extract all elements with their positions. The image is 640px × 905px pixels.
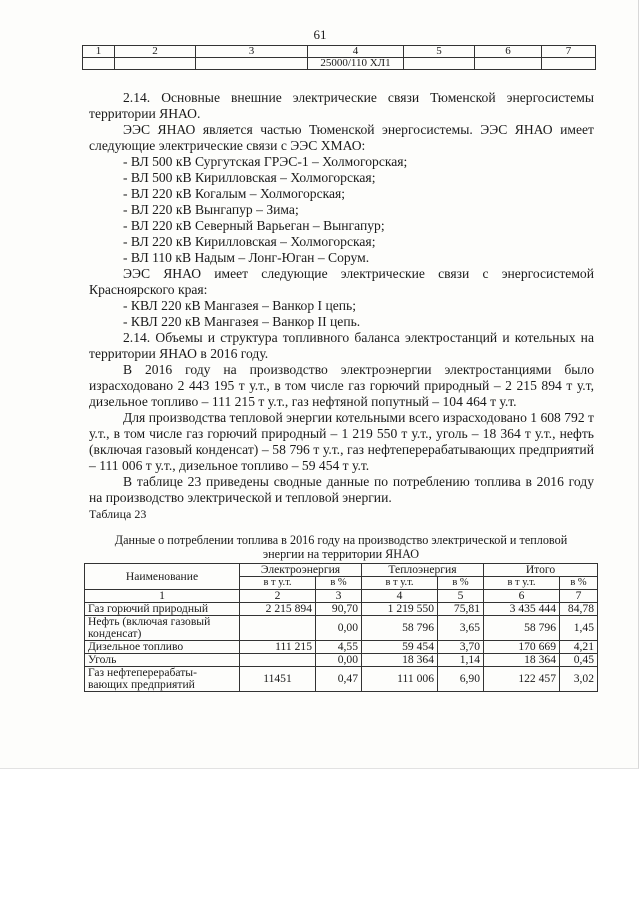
table-cell: 122 457 [484,667,560,692]
table-cell: 3 [316,590,362,603]
table-cell: 4 [362,590,438,603]
table-cell: 2 215 894 [240,603,316,616]
table-cell [83,58,115,70]
list-item: - ВЛ 220 кВ Кирилловская – Холмогорская; [123,234,376,249]
table-cell: 111 006 [362,667,438,692]
table-cell: 58 796 [484,616,560,641]
column-number-row [85,590,598,603]
unit-header: в % [316,577,362,590]
unit-header: в % [438,577,484,590]
table-cell: 111 215 [240,641,316,654]
table-cell: 18 364 [362,654,438,667]
table-cell: 75,81 [438,603,484,616]
unit-header: в т у.т. [484,577,560,590]
table-cell: 6 [475,46,542,58]
column-group-electricity: Электроэнергия [240,564,362,577]
table-cell: 1 219 550 [362,603,438,616]
table-cell: 59 454 [362,641,438,654]
table-cell: 3 [196,46,308,58]
table-cell: 3,02 [560,667,598,692]
table-cell: 4 [308,46,404,58]
row-name: Дизельное топливо [85,641,240,654]
page-number: 61 [313,27,327,42]
list-item: - ВЛ 500 кВ Сургутская ГРЭС-1 – Холмогорская; [123,154,408,169]
unit-header: в т у.т. [362,577,438,590]
table-header-row [85,564,598,577]
table-title: Данные о потреблении топлива в 2016 году на производство электрической и тепловой энергии на территории ЯНАО [114,533,568,561]
fuel-consumption-table [84,563,598,692]
table-cell [196,58,308,70]
table-cell [404,58,475,70]
row-name: Газ горючий природный [85,603,240,616]
table-cell: 1 [83,46,115,58]
section-heading: 2.14. Основные внешние электрические связи Тюменской энергосистемы территории ЯНАО. [89,90,594,121]
continued-table [82,45,596,70]
table-cell [542,58,596,70]
paragraph: ЭЭС ЯНАО имеет следующие электрические связи с энергосистемой Красноярского края: [89,266,594,297]
table-cell: 4,21 [560,641,598,654]
row-name: Уголь [85,654,240,667]
body-text [89,90,594,522]
unit-header: в т у.т. [240,577,316,590]
table-cell: 3,70 [438,641,484,654]
row-name: Нефть (включая газовый конденсат) [85,616,240,641]
table-cell: 11451 [240,667,316,692]
list-item: - ВЛ 220 кВ Когалым – Холмогорская; [123,186,346,201]
table-cell: 7 [542,46,596,58]
table-cell [240,654,316,667]
table-cell: 58 796 [362,616,438,641]
list-item: - ВЛ 220 кВ Вынгапур – Зима; [123,202,299,217]
table-row [85,641,598,654]
continued-table-header [83,46,596,58]
table-row [85,616,598,641]
list-item: - ВЛ 500 кВ Кирилловская – Холмогорская; [123,170,376,185]
paragraph: ЭЭС ЯНАО является частью Тюменской энергосистемы. ЭЭС ЯНАО имеет следующие электрические связи с ЭЭС ХМАО: [89,122,594,153]
table-cell: 4,55 [316,641,362,654]
table-cell [115,58,196,70]
table-cell: 0,45 [560,654,598,667]
table-cell: 170 669 [484,641,560,654]
table-cell: 0,00 [316,616,362,641]
list-item: - ВЛ 220 кВ Северный Варьеган – Вынгапур; [123,218,385,233]
table-row [85,603,598,616]
table-row [85,667,598,692]
table-cell: 6 [484,590,560,603]
paragraph: Для производства тепловой энергии котельными всего израсходовано 1 608 792 т у.т., в том числе газ горючий природный – 1 219 550 т у.т., уголь – 18 364 т у.т., нефть (включая газовый конденсат) – 58 796 т у.т., газ нефтеперерабатывающих предприятий – 111 006 т у.т., дизельное топливо – 59 454 т у.т. [89,410,594,473]
table-label: Таблица 23 [89,507,147,521]
unit-header: в % [560,577,598,590]
table-cell: 84,78 [560,603,598,616]
table-cell: 6,90 [438,667,484,692]
table-cell: 5 [438,590,484,603]
table-cell: 2 [115,46,196,58]
table-cell: 1,45 [560,616,598,641]
table-cell: 0,00 [316,654,362,667]
table-cell: 2 [240,590,316,603]
table-cell: 5 [404,46,475,58]
section-heading: 2.14. Объемы и структура топливного баланса электростанций и котельных на территории ЯНАО в 2016 году. [89,330,594,361]
table-cell: 25000/110 ХЛ1 [308,58,404,70]
table-cell: 1 [85,590,240,603]
paragraph: В таблице 23 приведены сводные данные по потреблению топлива в 2016 году на производство электрической и тепловой энергии. [89,474,594,505]
list-item: - КВЛ 220 кВ Мангазея – Ванкор I цепь; [123,298,357,313]
table-cell: 7 [560,590,598,603]
table-cell: 0,47 [316,667,362,692]
table-cell [240,616,316,641]
column-header-name: Наименование [85,564,240,590]
table-cell: 1,14 [438,654,484,667]
list-item: - ВЛ 110 кВ Надым – Лонг-Юган – Сорум. [123,250,370,265]
column-group-total: Итого [484,564,598,577]
table-cell: 3,65 [438,616,484,641]
table-row [85,654,598,667]
table-cell: 18 364 [484,654,560,667]
list-item: - КВЛ 220 кВ Мангазея – Ванкор II цепь. [123,314,361,329]
table-cell: 3 435 444 [484,603,560,616]
row-name: Газ нефтеперерабаты-вающих предприятий [85,667,240,692]
continued-table-row [83,58,596,70]
column-group-heat: Теплоэнергия [362,564,484,577]
table-cell: 90,70 [316,603,362,616]
paragraph: В 2016 году на производство электроэнергии электростанциями было израсходовано 2 443 195 т у.т., в том числе газ горючий природный – 2 215 894 т у.т, дизельное топливо – 111 215 т у.т., газ нефтяной попутный – 104 464 т у.т. [89,362,594,409]
table-cell [475,58,542,70]
